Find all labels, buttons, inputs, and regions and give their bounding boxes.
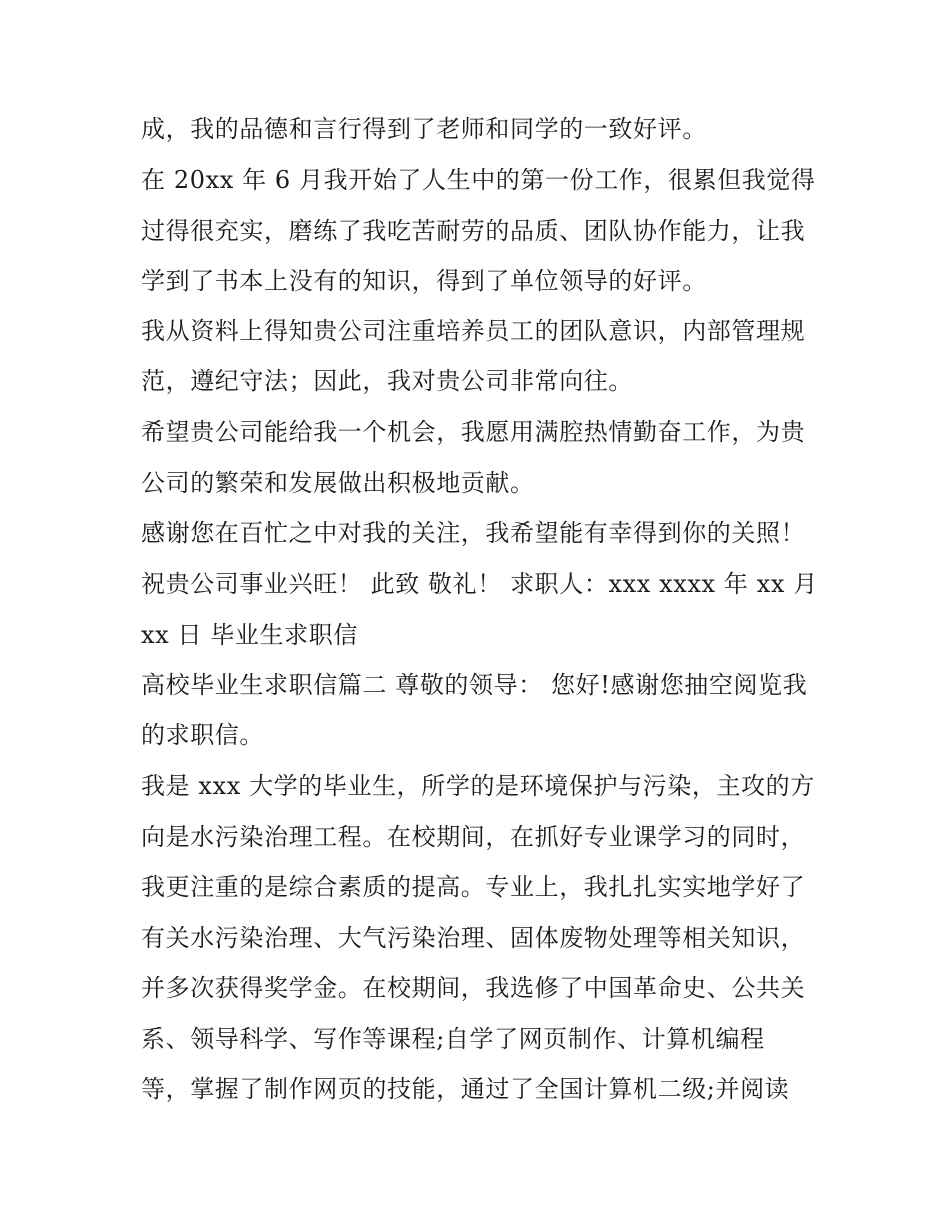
text-line: 并多次获得奖学金。在校期间，我选修了中国革命史、公共关: [141, 974, 806, 1002]
text-line: 我更注重的是综合素质的提高。专业上，我扎扎实实地学好了: [141, 873, 806, 901]
text-line: 范，遵纪守法；因此，我对贵公司非常向往。: [141, 367, 633, 395]
text-line: 在 20xx 年 6 月我开始了人生中的第一份工作，很累但我觉得: [141, 166, 816, 194]
text-line: 向是水污染治理工程。在校期间，在抓好专业课学习的同时，: [141, 823, 806, 851]
text-line: 祝贵公司事业兴旺！ 此致 敬礼！ 求职人：xxx xxxx 年 xx 月: [141, 570, 818, 598]
text-line: 过得很充实，磨练了我吃苦耐劳的品质、团队协作能力，让我: [141, 217, 806, 245]
text-line: 我是 xxx 大学的毕业生，所学的是环境保护与污染，主攻的方: [141, 772, 815, 800]
text-line: 公司的繁荣和发展做出积极地贡献。: [141, 469, 535, 497]
text-line: 希望贵公司能给我一个机会，我愿用满腔热情勤奋工作，为贵: [141, 418, 806, 446]
text-line: 高校毕业生求职信篇二 尊敬的领导： 您好!感谢您抽空阅览我: [141, 671, 808, 699]
text-line: 有关水污染治理、大气污染治理、固体废物处理等相关知识，: [141, 924, 806, 952]
text-line: 学到了书本上没有的知识，得到了单位领导的好评。: [141, 267, 707, 295]
text-line: xx 日 毕业生求职信: [141, 621, 358, 649]
text-line: 我从资料上得知贵公司注重培养员工的团队意识，内部管理规: [141, 317, 806, 345]
text-line: 等，掌握了制作网页的技能，通过了全国计算机二级;并阅读: [141, 1075, 790, 1103]
text-line: 的求职信。: [141, 721, 264, 749]
text-line: 系、领导科学、写作等课程;自学了网页制作、计算机编程: [141, 1025, 765, 1053]
text-line: 成，我的品德和言行得到了老师和同学的一致好评。: [141, 115, 707, 143]
text-line: 感谢您在百忙之中对我的关注，我希望能有幸得到你的关照！: [141, 519, 806, 547]
